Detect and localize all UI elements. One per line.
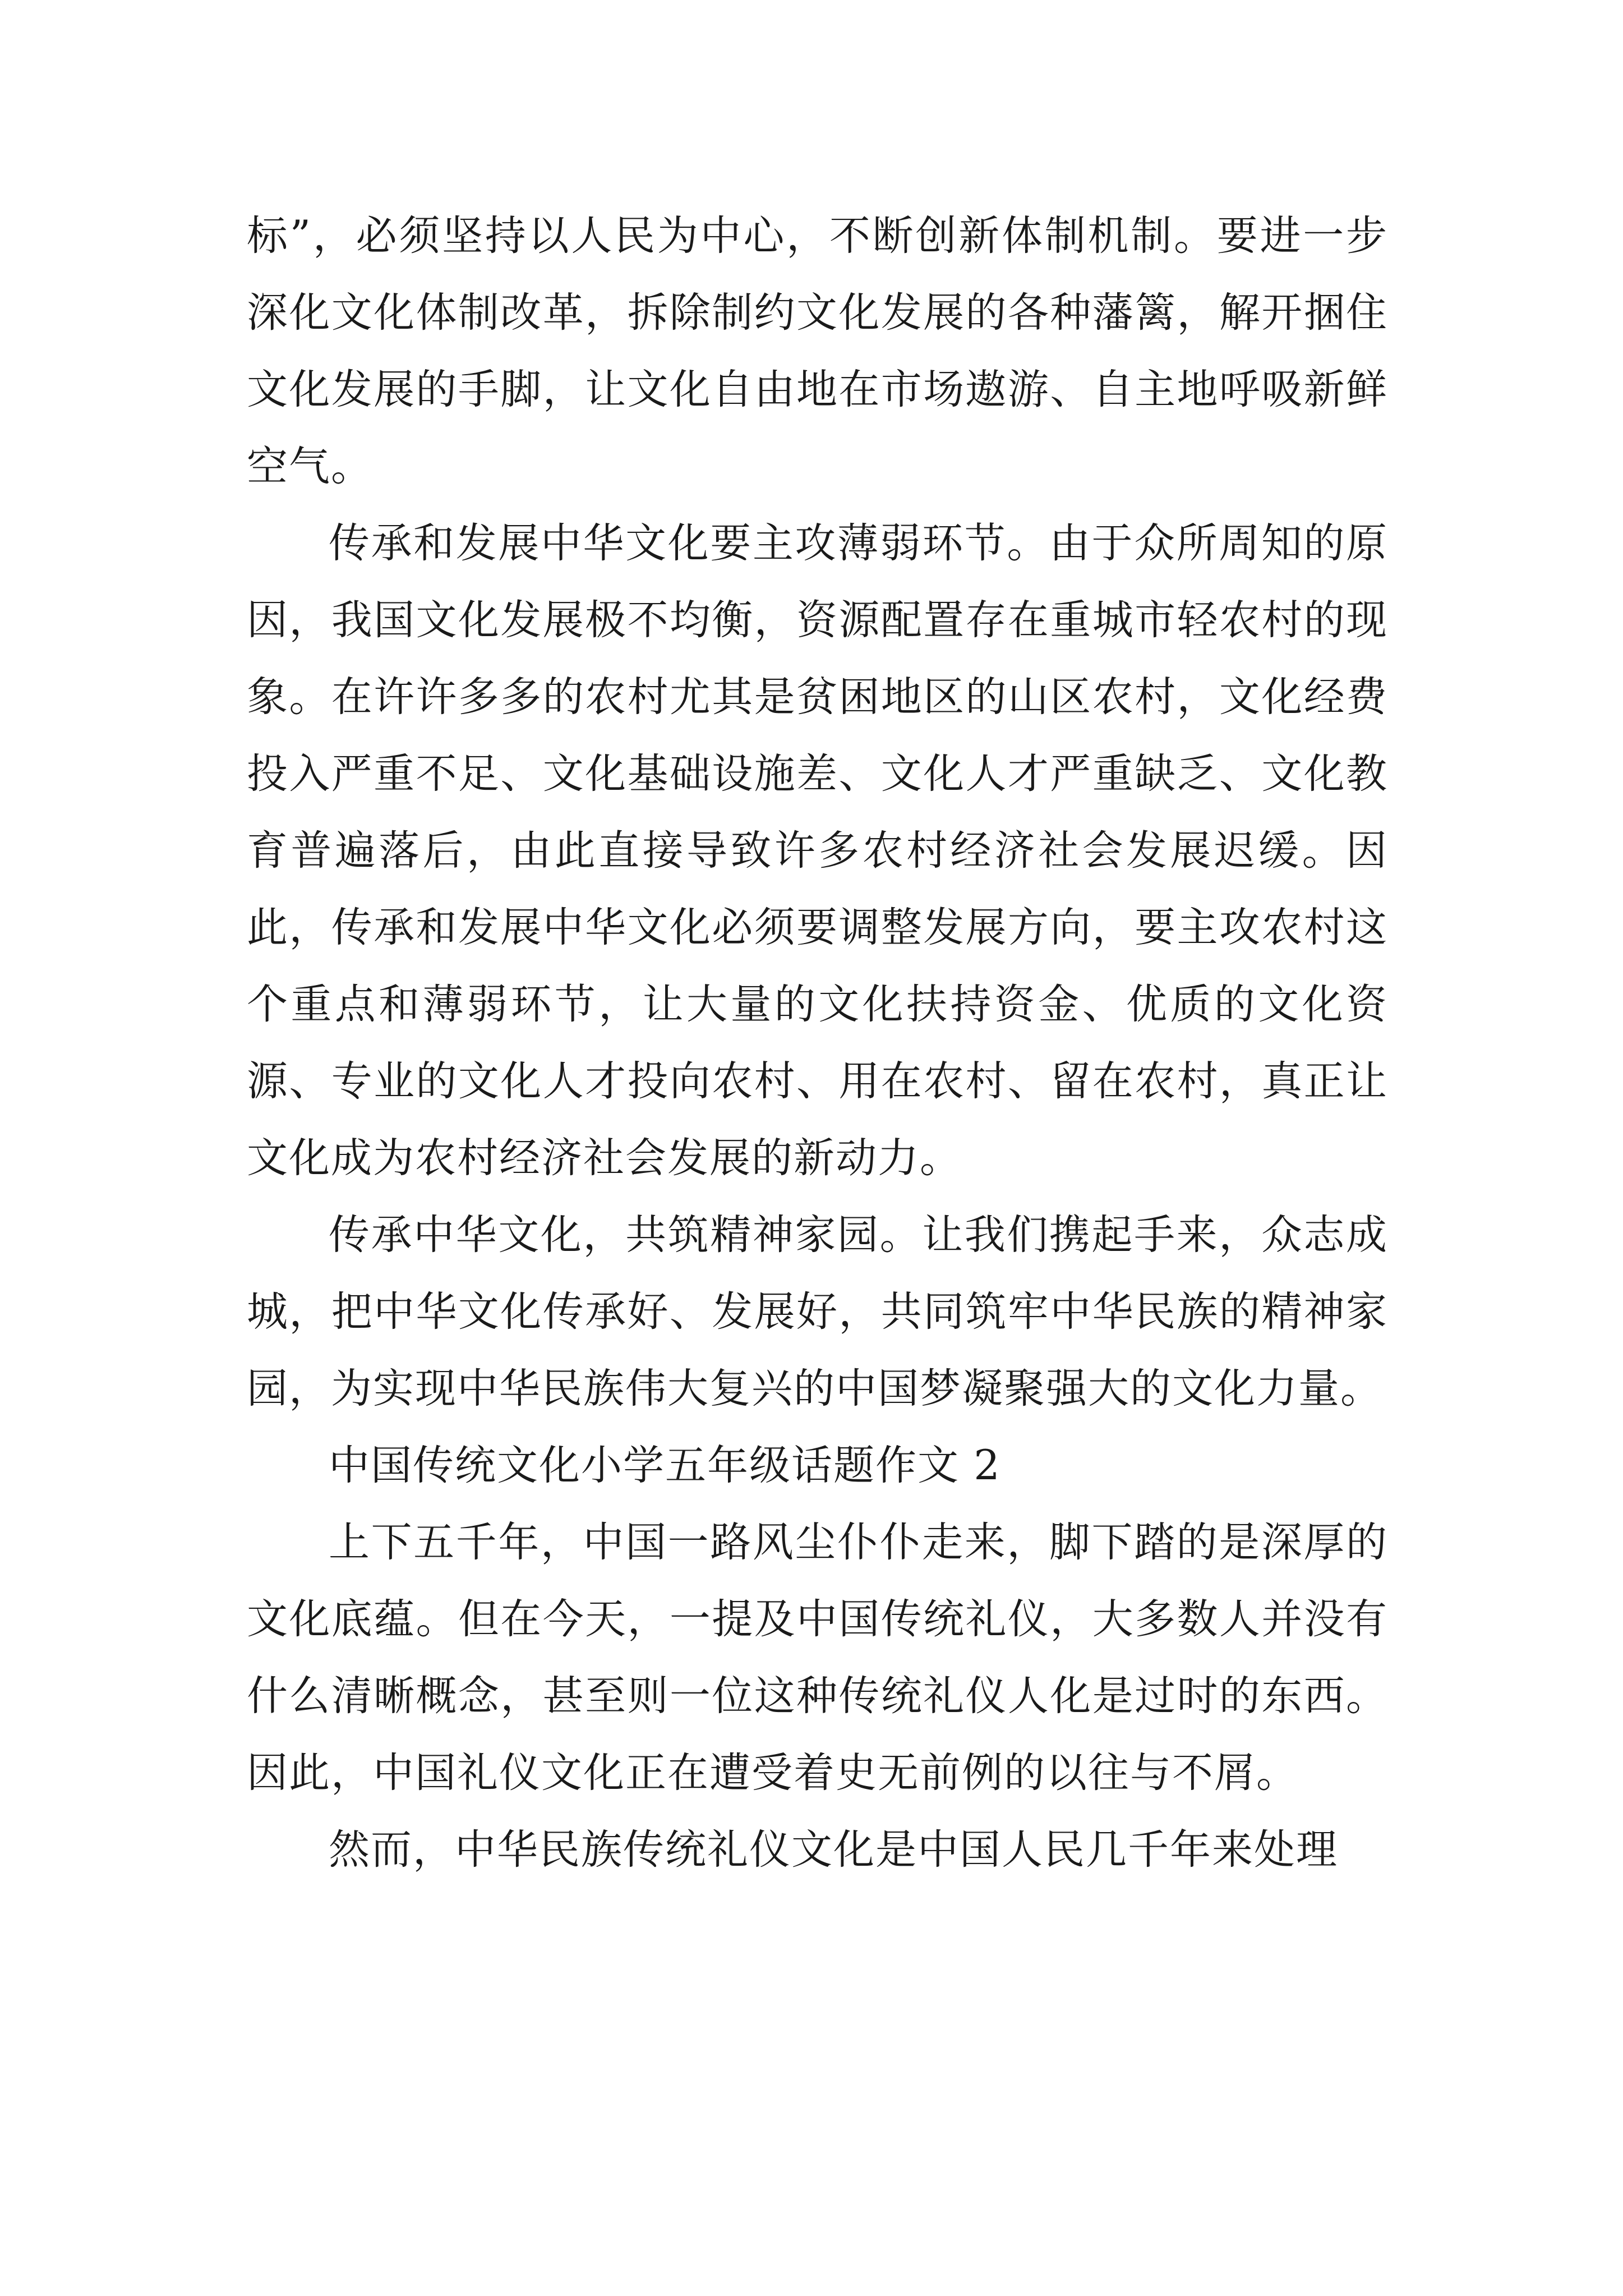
paragraph-1: 标”，必须坚持以人民为中心，不断创新体制机制。要进一步深化文化体制改革，拆除制约文化发展的各种藩篱，解开捆住文化发展的手脚，让文化自由地在市场遨游、自主地呼吸新鲜空气。 [247, 212, 1388, 490]
paragraph-4: 上下五千年，中国一路风尘仆仆走来，脚下踏的是深厚的文化底蕴。但在今天，一提及中国传统礼仪，大多数人并没有什么清晰概念，甚至则一位这种传统礼仪人化是过时的东西。因此，中国礼仪文化正在遭受着史无前例的以往与不屑。 [247, 1519, 1388, 1797]
body-text [247, 197, 1388, 1888]
essay-heading: 中国传统文化小学五年级话题作文 2 [329, 1442, 1001, 1489]
paragraph-5: 然而，中华民族传统礼仪文化是中国人民几千年来处理 [329, 1826, 1338, 1874]
paragraph-2: 传承和发展中华文化要主攻薄弱环节。由于众所周知的原因，我国文化发展极不均衡，资源配置存在重城市轻农村的现象。在许许多多的农村尤其是贫困地区的山区农村，文化经费投入严重不足、文化基础设施差、文化人才严重缺乏、文化教育普遍落后，由此直接导致许多农村经济社会发展迟缓。因此，传承和发展中华文化必须要调整发展方向，要主攻农村这个重点和薄弱环节，让大量的文化扶持资金、优质的文化资源、专业的文化人才投向农村、用在农村、留在农村，真正让文化成为农村经济社会发展的新动力。 [247, 519, 1388, 1182]
paragraph-3: 传承中华文化，共筑精神家园。让我们携起手来，众志成城，把中华文化传承好、发展好，共同筑牢中华民族的精神家园，为实现中华民族伟大复兴的中国梦凝聚强大的文化力量。 [247, 1211, 1388, 1412]
